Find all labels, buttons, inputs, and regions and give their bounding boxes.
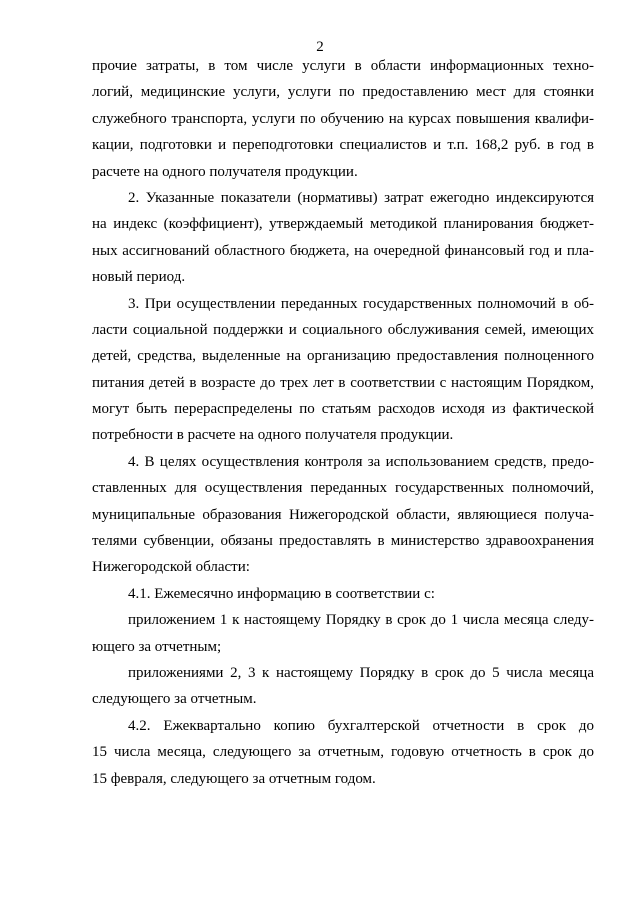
text-line: 2. Указанные показатели (нормативы) затрат ежегодно индексируются bbox=[128, 189, 594, 206]
text-line: следующего за отчетным. bbox=[92, 691, 257, 708]
text-line: 15 февраля, следующего за отчетным годом. bbox=[92, 770, 376, 787]
text-line: могут быть перераспределены по статьям расходов исходя из фактической bbox=[92, 401, 594, 418]
text-line: на индекс (коэффициент), утверждаемый методикой планирования бюджет- bbox=[92, 216, 594, 233]
text-line: прочие затраты, в том числе услуги в области информационных техно- bbox=[92, 58, 594, 74]
text-line: ласти социальной поддержки и социального обслуживания семей, имеющих bbox=[92, 321, 594, 338]
text-line: ющего за отчетным; bbox=[92, 638, 222, 655]
text-line: служебного транспорта, услуги по обучению на курсах повышения квалифи- bbox=[92, 110, 594, 127]
text-line: телями субвенции, обязаны предоставлять в министерство здравоохранения bbox=[92, 533, 594, 550]
text-line: 4.2. Ежеквартально копию бухгалтерской отчетности в срок до bbox=[128, 717, 594, 734]
document-body bbox=[92, 53, 594, 792]
text-line: муниципальные образования Нижегородской области, являющиеся получа- bbox=[92, 506, 594, 523]
text-line: приложениями 2, 3 к настоящему Порядку в срок до 5 числа месяца bbox=[128, 664, 594, 681]
text-line: 3. При осуществлении переданных государственных полномочий в об- bbox=[128, 295, 594, 312]
text-line: кации, подготовки и переподготовки специалистов и т.п. 168,2 руб. в год в bbox=[92, 137, 594, 154]
text-line: 4.1. Ежемесячно информацию в соответствии с: bbox=[128, 585, 435, 602]
text-line: расчете на одного получателя продукции. bbox=[92, 163, 358, 180]
text-line: питания детей в возрасте до трех лет в соответствии с настоящим Порядком, bbox=[92, 374, 594, 391]
text-line: 15 числа месяца, следующего за отчетным, годовую отчетность в срок до bbox=[92, 744, 594, 761]
text-line: потребности в расчете на одного получателя продукции. bbox=[92, 427, 454, 444]
text-line: новый период. bbox=[92, 269, 186, 286]
text-line: ных ассигнований областного бюджета, на очередной финансовый год и пла- bbox=[92, 242, 594, 259]
text-line: детей, средства, выделенные на организацию предоставления полноценного bbox=[92, 348, 594, 365]
page-number: 2 bbox=[316, 39, 324, 55]
text-line: 4. В целях осуществления контроля за использованием средств, предо- bbox=[128, 453, 594, 470]
text-line: логий, медицинские услуги, услуги по предоставлению мест для стоянки bbox=[92, 84, 594, 101]
text-line: Нижегородской области: bbox=[92, 559, 250, 576]
text-line: ставленных для осуществления переданных государственных полномочий, bbox=[92, 480, 594, 497]
text-line: приложением 1 к настоящему Порядку в срок до 1 числа месяца следу- bbox=[128, 612, 594, 629]
